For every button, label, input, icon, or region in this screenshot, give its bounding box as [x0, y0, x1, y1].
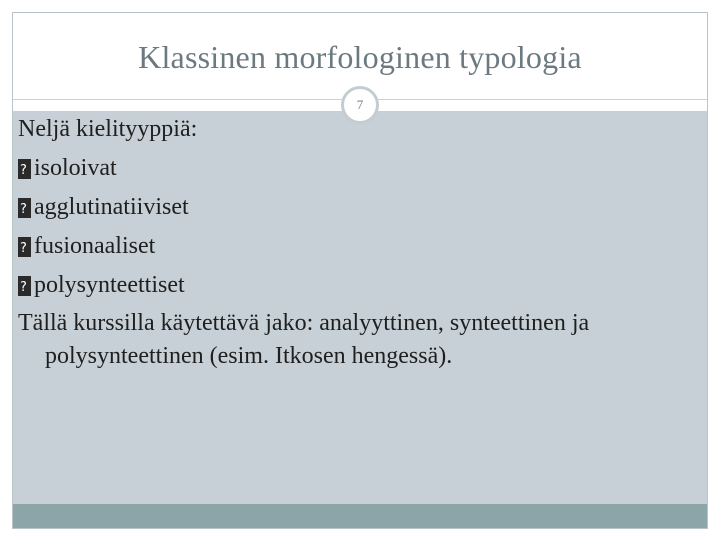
slide-body [18, 110, 678, 373]
slide-title: Klassinen morfologinen typologia [138, 39, 582, 75]
missing-glyph-bullet-icon [18, 276, 31, 296]
bullet-item [18, 227, 678, 266]
bullet-item [18, 188, 678, 227]
bullet-item [18, 149, 678, 188]
bullet-label: agglutinatiiviset [34, 194, 189, 220]
footer-bar [13, 504, 707, 528]
closing-paragraph: Tällä kurssilla käytettävä jako: analyyttinen, synteettinen ja polysynteettinen (esim. Itkosen hengessä). [18, 310, 590, 369]
bullet-label: polysynteettiset [34, 272, 185, 298]
missing-glyph-bullet-icon [18, 159, 31, 179]
bullet-label: isoloivat [34, 155, 117, 181]
slide-number-badge: 7 [341, 86, 379, 124]
missing-glyph-bullet-icon [18, 198, 31, 218]
missing-glyph-bullet-icon [18, 237, 31, 257]
bullet-label: fusionaaliset [34, 233, 156, 259]
intro-line: Neljä kielityyppiä: [18, 116, 198, 142]
bullet-item [18, 266, 678, 305]
